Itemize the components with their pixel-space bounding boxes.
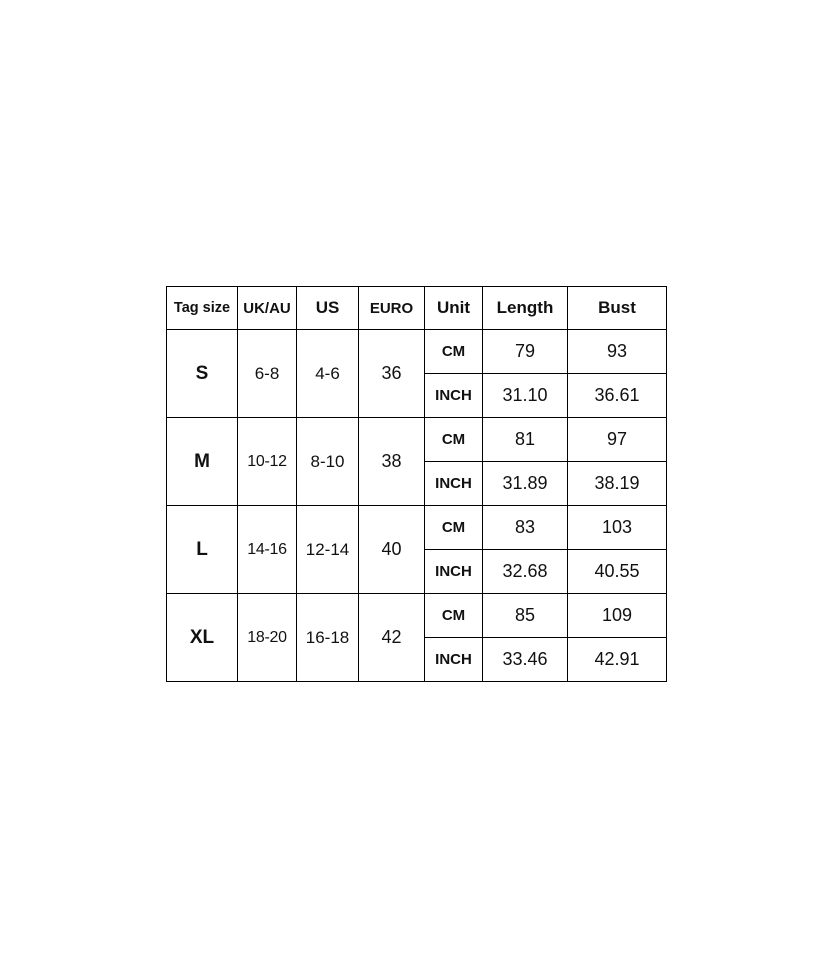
table-header-row [167,287,667,330]
cell-unit-l-cm: CM [425,506,483,550]
table-row [167,418,667,462]
cell-tag-size-s: S [167,330,238,418]
cell-unit-xl-inch: INCH [425,638,483,682]
cell-euro-m: 38 [359,418,425,506]
cell-unit-s-cm: CM [425,330,483,374]
size-chart-table [166,286,667,682]
cell-uk-au-xl: 18-20 [238,594,297,682]
cell-bust-s-cm: 93 [568,330,667,374]
cell-length-xl-cm: 85 [483,594,568,638]
cell-us-xl: 16-18 [297,594,359,682]
header-length: Length [483,287,568,330]
cell-uk-au-l: 14-16 [238,506,297,594]
cell-unit-m-cm: CM [425,418,483,462]
cell-bust-xl-cm: 109 [568,594,667,638]
cell-unit-l-inch: INCH [425,550,483,594]
cell-euro-l: 40 [359,506,425,594]
table-row [167,594,667,638]
cell-bust-xl-inch: 42.91 [568,638,667,682]
cell-length-l-cm: 83 [483,506,568,550]
cell-uk-au-s: 6-8 [238,330,297,418]
cell-tag-size-l: L [167,506,238,594]
header-euro: EURO [359,287,425,330]
cell-bust-m-inch: 38.19 [568,462,667,506]
cell-us-s: 4-6 [297,330,359,418]
cell-bust-l-inch: 40.55 [568,550,667,594]
header-uk-au: UK/AU [238,287,297,330]
header-us: US [297,287,359,330]
cell-length-m-cm: 81 [483,418,568,462]
cell-bust-m-cm: 97 [568,418,667,462]
cell-us-m: 8-10 [297,418,359,506]
cell-tag-size-xl: XL [167,594,238,682]
cell-length-m-inch: 31.89 [483,462,568,506]
cell-length-xl-inch: 33.46 [483,638,568,682]
cell-unit-xl-cm: CM [425,594,483,638]
cell-bust-s-inch: 36.61 [568,374,667,418]
header-unit: Unit [425,287,483,330]
cell-length-s-cm: 79 [483,330,568,374]
size-chart-container [166,286,666,682]
cell-tag-size-m: M [167,418,238,506]
header-bust: Bust [568,287,667,330]
cell-uk-au-m: 10-12 [238,418,297,506]
table-row [167,506,667,550]
cell-us-l: 12-14 [297,506,359,594]
cell-bust-l-cm: 103 [568,506,667,550]
header-tag-size: Tag size [167,287,238,330]
cell-euro-xl: 42 [359,594,425,682]
cell-length-l-inch: 32.68 [483,550,568,594]
table-row [167,330,667,374]
cell-unit-s-inch: INCH [425,374,483,418]
cell-euro-s: 36 [359,330,425,418]
cell-unit-m-inch: INCH [425,462,483,506]
cell-length-s-inch: 31.10 [483,374,568,418]
